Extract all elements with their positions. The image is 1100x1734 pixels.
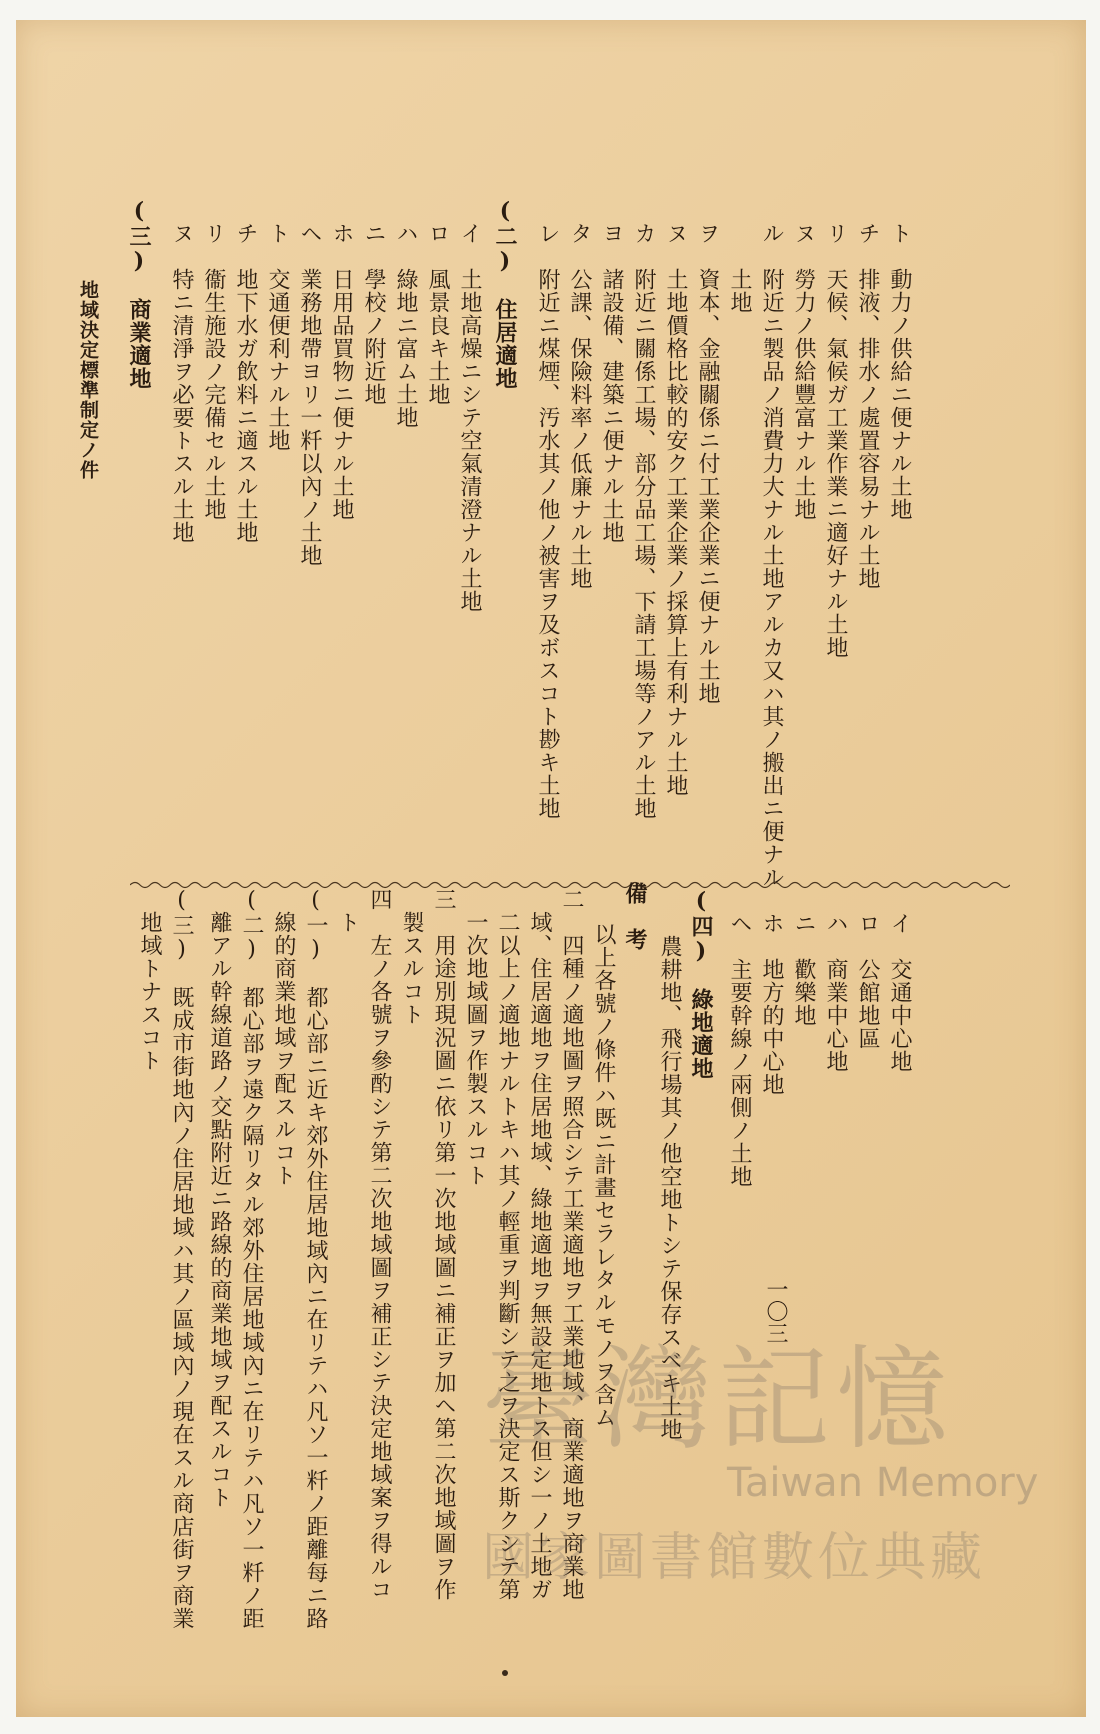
text-column: ホ 地方的中心地 bbox=[759, 912, 784, 1096]
text-column: ロ 公館地區 bbox=[855, 912, 880, 1050]
text-column: 製スルコト bbox=[399, 888, 424, 1026]
text-column: ト 動力ノ供給ニ便ナル土地 bbox=[887, 222, 912, 521]
page-number: 一〇三 bbox=[763, 1278, 788, 1344]
text-column: 土地 bbox=[727, 222, 752, 314]
text-column: 以上各號ノ條件ハ既ニ計畫セラレタルモノヲ含ム bbox=[591, 900, 616, 1429]
text-column: イ 交通中心地 bbox=[887, 912, 912, 1073]
text-column: ヌ 土地價格比較的安ク工業企業ノ採算上有利ナル土地 bbox=[663, 222, 688, 797]
text-column: 四 左ノ各號ヲ參酌シテ第二次地域圖ヲ補正シテ決定地域案ヲ得ルコ bbox=[367, 888, 392, 1601]
text-column: ト 交通便利ナル土地 bbox=[265, 222, 290, 452]
text-column: 一次地域圖ヲ作製スルコト bbox=[463, 888, 488, 1187]
section-heading: (二) 住居適地 bbox=[492, 198, 518, 390]
text-column: 地域トナスコト bbox=[137, 888, 162, 1072]
text-column: リ 天候、氣候ガ工業作業ニ適好ナル土地 bbox=[823, 222, 848, 659]
text-column: 線的商業地域ヲ配スルコト bbox=[271, 888, 296, 1187]
text-column: チ 排液、排水ノ處置容易ナル土地 bbox=[855, 222, 880, 590]
text-column: (三) 既成市街地內ノ住居地域ハ其ノ區域內ノ現在スル商店街ヲ商業 bbox=[169, 888, 194, 1630]
text-column: リ 衞生施設ノ完備セル土地 bbox=[201, 222, 226, 521]
text-column: ヘ 業務地帶ヨリ一粁以內ノ土地 bbox=[297, 222, 322, 567]
watermark-english: Taiwan Memory bbox=[727, 1460, 1039, 1506]
text-column: チ 地下水ガ飲料ニ適スル土地 bbox=[233, 222, 258, 544]
watermark bbox=[482, 1310, 1042, 1588]
text-column: ホ 日用品買物ニ便ナル土地 bbox=[329, 222, 354, 521]
text-column: 二 四種ノ適地圖ヲ照合シテ工業適地ヲ工業地域、商業適地ヲ商業地 bbox=[559, 888, 584, 1601]
text-column: ロ 風景良キ土地 bbox=[425, 222, 450, 406]
text-column: ヌ 特ニ清淨ヲ必要トスル土地 bbox=[169, 222, 194, 544]
text-column: ヲ 資本、金融關係ニ付工業企業ニ便ナル土地 bbox=[695, 222, 720, 705]
text-column: タ 公課、保險料率ノ低廉ナル土地 bbox=[567, 222, 592, 590]
text-column: カ 附近ニ關係工場、部分品工場、下請工場等ノアル土地 bbox=[631, 222, 656, 820]
section-heading: (三) 商業適地 bbox=[126, 198, 152, 390]
text-column: ハ 商業中心地 bbox=[823, 912, 848, 1073]
watermark-title: 臺灣記憶 bbox=[482, 1335, 954, 1465]
section-heading: (四) 綠地適地 bbox=[688, 888, 714, 1080]
remarks-heading: 備 考 bbox=[622, 882, 648, 951]
text-column: 二以上ノ適地ナルトキハ其ノ輕重ヲ判斷シテ之ヲ決定ス斯クシテ第 bbox=[495, 888, 520, 1601]
text-column: 離アル幹線道路ノ交點附近ニ路線的商業地域ヲ配スルコト bbox=[207, 888, 232, 1509]
text-column: ハ 綠地ニ富ム土地 bbox=[393, 222, 418, 429]
text-column: 三 用途別現況圖ニ依リ第一次地域圖ニ補正ヲ加ヘ第二次地域圖ヲ作 bbox=[431, 888, 456, 1601]
text-column: レ 附近ニ煤煙、汚水其ノ他ノ被害ヲ及ボスコト尠キ土地 bbox=[535, 222, 560, 820]
watermark-subtitle: 國家圖書館數位典藏 bbox=[482, 1528, 987, 1588]
text-column: ト bbox=[335, 888, 360, 934]
text-column: ヨ 諸設備、建築ニ便ナル土地 bbox=[599, 222, 624, 544]
text-column: (二) 都心部ヲ遠ク隔リタル郊外住居地域內ニ在リテハ凡ソ一粁ノ距 bbox=[239, 888, 264, 1630]
text-column: イ 土地高燥ニシテ空氣清澄ナル土地 bbox=[457, 222, 482, 613]
text-column: 農耕地、飛行場其ノ他空地トシテ保存スベキ土地 bbox=[657, 912, 682, 1441]
binding-dot bbox=[502, 1670, 508, 1676]
text-column: ヌ 勞力ノ供給豐富ナル土地 bbox=[791, 222, 816, 521]
text-column: 域、住居適地ヲ住居地域、綠地適地ヲ無設定地トス但シ一ノ土地ガ bbox=[527, 888, 552, 1601]
text-column: ル 附近ニ製品ノ消費力大ナル土地アルカ又ハ其ノ搬出ニ便ナル bbox=[759, 222, 784, 889]
text-column: ヘ 主要幹線ノ兩側ノ土地 bbox=[727, 912, 752, 1188]
running-title: 地域決定標準制定ノ件 bbox=[77, 280, 99, 480]
text-column: ニ 歡樂地 bbox=[791, 912, 816, 1027]
text-column: ニ 學校ノ附近地 bbox=[361, 222, 386, 406]
text-column: (一) 都心部ニ近キ郊外住居地域內ニ在リテハ凡ソ一粁ノ距離每ニ路 bbox=[303, 888, 328, 1630]
